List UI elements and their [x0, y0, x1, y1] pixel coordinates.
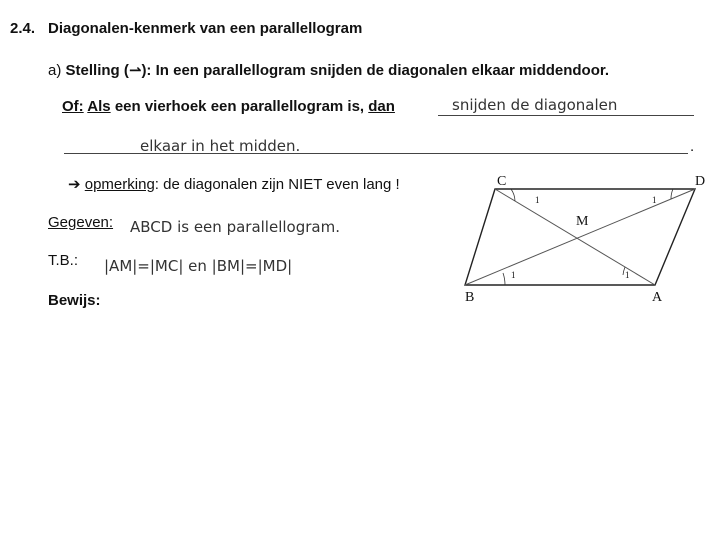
angle-mark-a: 1 — [625, 270, 630, 280]
section-number: 2.4. — [10, 20, 36, 37]
parallelogram-figure — [455, 165, 720, 310]
proof-label: Bewijs: — [48, 292, 101, 309]
vertex-label-a: A — [652, 290, 663, 305]
given-value: ABCD is een parallellogram. — [130, 218, 340, 236]
vertex-label-d: D — [695, 174, 706, 189]
condition-text: een vierhoek een parallellogram is, — [114, 98, 365, 115]
angle-mark-d: 1 — [652, 195, 657, 205]
theorem-statement: In een parallellogram snijden de diagonalen elkaar middendoor. — [155, 62, 610, 79]
theorem-line: a) Stelling (⇀): In een parallellogram snijden de diagonalen elkaar middendoor. — [48, 62, 610, 79]
angle-mark-b: 1 — [511, 270, 516, 280]
dan-label: dan — [368, 98, 395, 115]
vertex-label-c: C — [497, 174, 507, 189]
diagonal-ac — [495, 189, 655, 285]
angle-mark-c: 1 — [535, 195, 540, 205]
vertex-label-b: B — [465, 290, 475, 305]
remark-label: opmerking — [84, 176, 155, 193]
als-label: Als — [87, 98, 111, 115]
fill-end-period: . — [690, 138, 695, 155]
section-title: Diagonalen-kenmerk van een parallellogram — [48, 20, 363, 37]
equivalent-statement — [62, 98, 395, 115]
angle-arc-d — [671, 189, 673, 199]
implies-arrow-icon: ⇀ — [128, 62, 142, 79]
to-prove-label: T.B.: — [48, 252, 79, 269]
remark-text: : de diagonalen zijn NIET even lang ! — [154, 176, 400, 193]
remark-line — [68, 175, 400, 193]
fill-line-1 — [438, 115, 694, 116]
theorem-prefix: a) — [48, 62, 62, 79]
theorem-label: Stelling — [65, 62, 120, 79]
vertex-label-m: M — [576, 214, 589, 229]
to-prove-value: |AM|=|MC| en |BM|=|MD| — [104, 257, 293, 275]
angle-arc-b — [503, 273, 505, 285]
remark-arrow-icon: ➔ — [68, 176, 81, 193]
of-label: Of: — [62, 98, 84, 115]
fill-answer-1: snijden de diagonalen — [452, 96, 618, 114]
fill-answer-2: elkaar in het midden. — [140, 137, 301, 155]
given-label: Gegeven: — [48, 214, 114, 231]
